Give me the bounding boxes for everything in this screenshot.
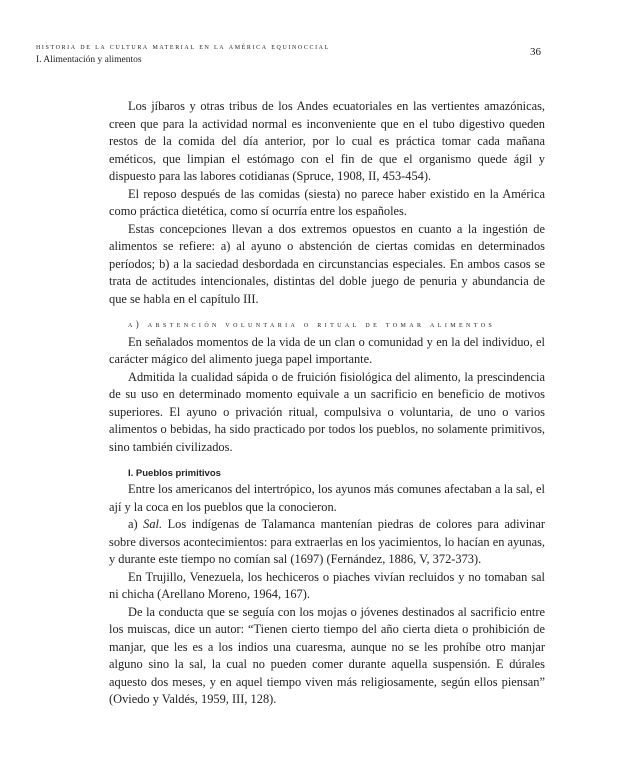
running-subtitle: I. Alimentación y alimentos xyxy=(36,55,142,65)
paragraph: Entre los americanos del intertrópico, los ayunos más comunes afectaban a la sal, el ají y la coca en los pueblos que la conocieron. xyxy=(109,482,545,514)
running-title: historia de la cultura material en la américa equinoccial xyxy=(36,42,330,51)
sal-text: Los indígenas de Talamanca mantenían piedras de colores para adivinar sobre diversos acontecimientos: para extraerlas en los yacimientos, lo hacían en ayunas, y durante este tiempo no comían sal (1697) (Fernández, 1886, V, 372-373). xyxy=(109,517,545,566)
paragraph: Admitida la cualidad sápida o de fruición fisiológica del alimento, la prescindencia de su uso en determinado momento equivale a un sacrificio en beneficio de motivos superiores. El ayuno o privación ritual, compulsiva o voluntaria, de uno o varios alimentos o bebidas, ha sido practicado por todos los pueblos, no solamente primitivos, sino también civilizados. xyxy=(109,369,545,454)
body-text xyxy=(109,98,545,709)
sal-italic: Sal. xyxy=(143,517,163,531)
paragraph: En Trujillo, Venezuela, los hechiceros o piaches vivían recluidos y no tomaban sal ni chicha (Arellano Moreno, 1964, 167). xyxy=(109,569,545,601)
section-heading: a) abstención voluntaria o ritual de tomar alimentos xyxy=(128,319,496,329)
page-number: 36 xyxy=(530,46,541,58)
paragraph: El reposo después de las comidas (siesta) no parece haber existido en la América como práctica dietética, como sí ocurría entre los españoles. xyxy=(109,186,545,218)
paragraph-sal xyxy=(109,516,545,569)
paragraph: Los jíbaros y otras tribus de los Andes ecuatoriales en las vertientes amazónicas, creen que para la actividad normal es inconveniente que en el tubo digestivo queden restos de la comida del día anterior, por lo cual es práctica tomar cada mañana eméticos, que limpian el estómago con el fin de que el organismo quede ágil y dispuesto para las labores cotidianas (Spruce, 1908, II, 453-454). xyxy=(109,99,545,183)
sal-label: a) xyxy=(128,517,144,531)
subsection-heading: I. Pueblos primitivos xyxy=(128,468,221,479)
paragraph: En señalados momentos de la vida de un clan o comunidad y en la del individuo, el carácter mágico del alimento juega papel importante. xyxy=(109,334,545,366)
paragraph: Estas concepciones llevan a dos extremos opuestos en cuanto a la ingestión de alimentos se refiere: a) al ayuno o abstención de ciertas comidas en determinados períodos; b) a la saciedad desbordada en circunstancias especiales. En ambos casos se trata de actitudes intencionales, distintas del doble juego de penuria y abundancia de que se habla en el capítulo III. xyxy=(109,221,545,306)
paragraph: De la conducta que se seguía con los mojas o jóvenes destinados al sacrificio entre los muiscas, dice un autor: “Tienen cierto tiempo del año cierta dieta o prohibición de manjar, que les es a los indios una cuaresma, aunque no se les prohíbe otro manjar alguno sino la sal, la cual no pueden comer durante aquella suspensión. E dúrales aquesto dos meses, y en aquel tiempo viven más religiosamente, según ellos piensan” (Oviedo y Valdés, 1959, III, 128). xyxy=(109,604,545,706)
